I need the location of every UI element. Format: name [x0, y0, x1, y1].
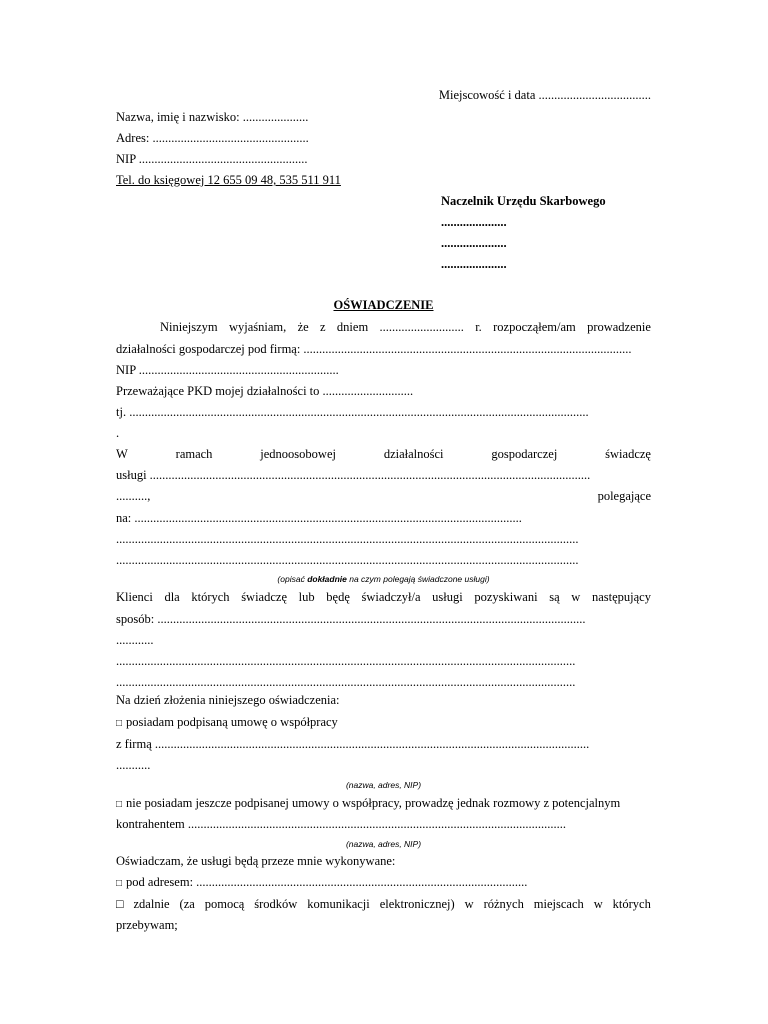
word: w [593, 897, 603, 911]
option-label: posiadam podpisaną umowę o współpracy [126, 715, 338, 729]
word: W [116, 447, 128, 461]
option-label: nie posiadam jeszcze podpisanej umowy o współpracy, prowadzę jednak rozmowy z potencjalnym [126, 796, 621, 810]
option2-line2: kontrahentem ......................................................................................................................... [116, 817, 566, 831]
option-at-address [116, 874, 651, 892]
option-no-contract [116, 795, 651, 813]
para2-line4: na: ............................................................................................................................ [116, 511, 522, 525]
note-company-details: (nazwa, adres, NIP) [345, 780, 422, 790]
word: jednoosobowej [260, 447, 336, 461]
option-has-contract [116, 714, 651, 732]
para4-heading: Na dzień złożenia niniejszego oświadczenia: [116, 693, 340, 707]
checkbox-icon [116, 715, 126, 729]
para3-line5: ................................................................................................................................................... [116, 675, 576, 689]
word: są [549, 590, 560, 604]
option-remote-line2: przebywam; [116, 918, 178, 932]
word: r. [475, 320, 482, 334]
note-emphasis: dokładnie [307, 574, 347, 584]
word: że [297, 320, 309, 334]
checkbox-icon [116, 796, 126, 810]
para1-line1 [116, 319, 651, 335]
word: Klienci [116, 590, 153, 604]
option1-line3: ........... [116, 758, 151, 772]
word: których [191, 590, 230, 604]
place-date-line: Miejscowość i data .................................... [438, 88, 651, 102]
word: prowadzenie [587, 320, 651, 334]
para1-line3: NIP ................................................................ [116, 363, 339, 377]
word: dniem [336, 320, 369, 334]
option-remote [116, 896, 651, 912]
dot-line: . [116, 426, 120, 440]
word: elektronicznej) [379, 897, 455, 911]
word: pozyskiwani [474, 590, 538, 604]
word: świadczę [241, 590, 287, 604]
word: świadczył/a [361, 590, 421, 604]
para5-heading: Oświadczam, że usługi będą przeze mnie wykonywane: [116, 854, 396, 868]
word: (za [179, 897, 195, 911]
word: usługi [432, 590, 463, 604]
para2-line5: .................................................................................................................................................... [116, 532, 579, 546]
word: miejscach [533, 897, 584, 911]
para3-line4: ................................................................................................................................................... [116, 654, 576, 668]
word: .........., [116, 489, 151, 503]
word: dla [164, 590, 180, 604]
para3-line1 [116, 589, 651, 605]
para2-line6: .................................................................................................................................................... [116, 553, 579, 567]
para2-line3 [116, 488, 651, 504]
word: będę [326, 590, 350, 604]
recipient-line-3: ..................... [441, 257, 507, 271]
document-title: OŚWIADCZENIE [333, 298, 434, 312]
word: pomocą [204, 897, 245, 911]
para2-line2: usługi ............................................................................................................................................. [116, 468, 591, 482]
tel-line: Tel. do księgowej 12 655 09 48, 535 511 911 [116, 173, 341, 187]
word: następujący [591, 590, 651, 604]
word: ........................... [379, 320, 464, 334]
option-label: pod adresem: .......................................................................................................... [126, 875, 528, 889]
tj-line: tj. ................................................................................................................................................... [116, 405, 589, 419]
word: zdalnie [133, 897, 170, 911]
word: ramach [175, 447, 213, 461]
word: świadczę [605, 447, 651, 461]
word: różnych [483, 897, 524, 911]
word: lub [298, 590, 315, 604]
recipient-line-1: ..................... [441, 215, 507, 229]
word: działalności [383, 447, 444, 461]
word: komunikacji [307, 897, 370, 911]
name-line: Nazwa, imię i nazwisko: ..................... [116, 110, 309, 124]
para2-line1 [116, 446, 651, 462]
option1-line2: z firmą ........................................................................................................................................... [116, 737, 590, 751]
para1-line2: działalności gospodarczej pod firmą: ......................................................................................................... [116, 342, 632, 356]
word: gospodarczej [491, 447, 558, 461]
word: w [464, 897, 474, 911]
para3-line3: ............ [116, 633, 154, 647]
word: w [571, 590, 581, 604]
checkbox-icon [116, 875, 126, 889]
word: których [612, 897, 651, 911]
note-part: (opisać [277, 574, 308, 584]
word: Niniejszym [160, 320, 218, 334]
address-line: Adres: .................................................. [116, 131, 309, 145]
word: polegające [597, 489, 651, 503]
word: rozpocząłem/am [493, 320, 576, 334]
tel-row [116, 172, 651, 188]
note-describe-services [116, 571, 651, 587]
word: środków [254, 897, 298, 911]
nip-line: NIP ...................................................... [116, 152, 308, 166]
para3-line2: sposób: ......................................................................................................................................... [116, 612, 586, 626]
recipient-title: Naczelnik Urzędu Skarbowego [441, 194, 606, 208]
word: wyjaśniam, [228, 320, 287, 334]
pkd-line: Przeważające PKD mojej działalności to ............................. [116, 384, 414, 398]
note-contractor-details: (nazwa, adres, NIP) [345, 839, 422, 849]
checkbox-icon: □ [116, 897, 124, 911]
word: z [320, 320, 326, 334]
recipient-line-2: ..................... [441, 236, 507, 250]
note-part: na czym polegają świadczone usługi) [346, 574, 490, 584]
